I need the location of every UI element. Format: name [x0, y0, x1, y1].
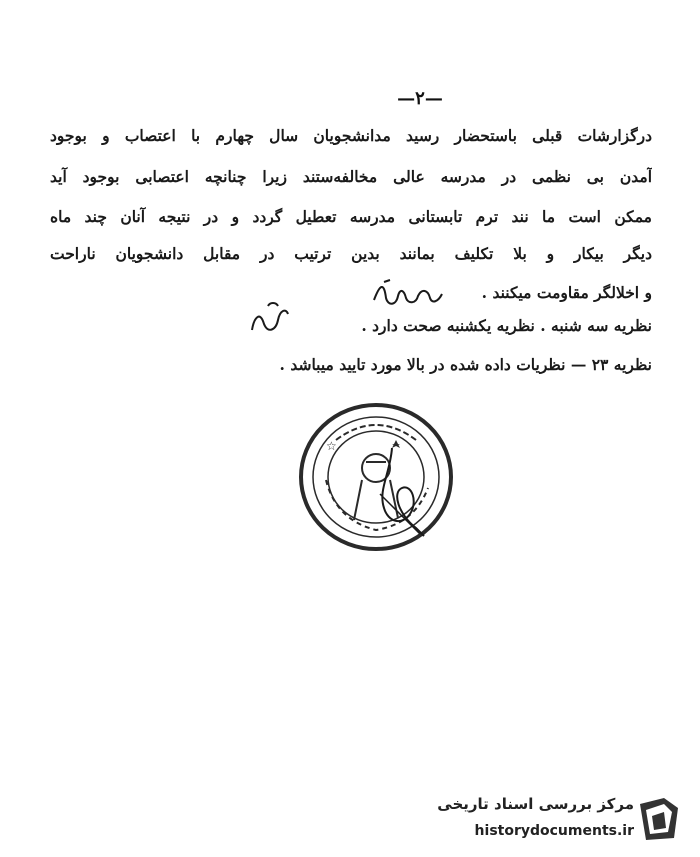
handwritten-signature-2 [246, 300, 290, 340]
footer-url: historydocuments.ir [474, 823, 634, 839]
footer-org-name: مرکز بررسی اسناد تاریخی [437, 795, 634, 813]
handwritten-signature-3 [372, 444, 432, 540]
document-line-3: ممکن است ما نند ترم تابستانی مدرسه تعطیل گردد و در نتیجه آنان چند ماه [50, 207, 652, 226]
document-line-2: آمدن بی نظمی در مدرسه عالی مخالفه‌ستند زیرا چنانچه اعتصابی بوجود آید [50, 167, 652, 186]
document-line-7: نظریه ۲۳ — نظریات داده شده در بالا مورد تایید میباشد . [279, 355, 652, 374]
document-line-1: درگزارشات قبلی باستحضار رسید مدانشجویان سال چهارم با اعتصاب و بوجود [50, 126, 652, 145]
archive-logo-icon [634, 794, 684, 844]
document-line-5: و اخلالگر مقاومت میکنند . [481, 283, 652, 302]
svg-text:☆: ☆ [326, 439, 337, 453]
page-number: —۲— [397, 88, 443, 109]
document-line-4: دیگر بیکار و بلا تکلیف بمانند بدین ترتیب در مقابل دانشجویان ناراحت [50, 244, 652, 263]
handwritten-signature-1 [370, 278, 450, 312]
document-line-6: نظریه سه شنبه . نظریه یکشنبه صحت دارد . [361, 316, 652, 335]
